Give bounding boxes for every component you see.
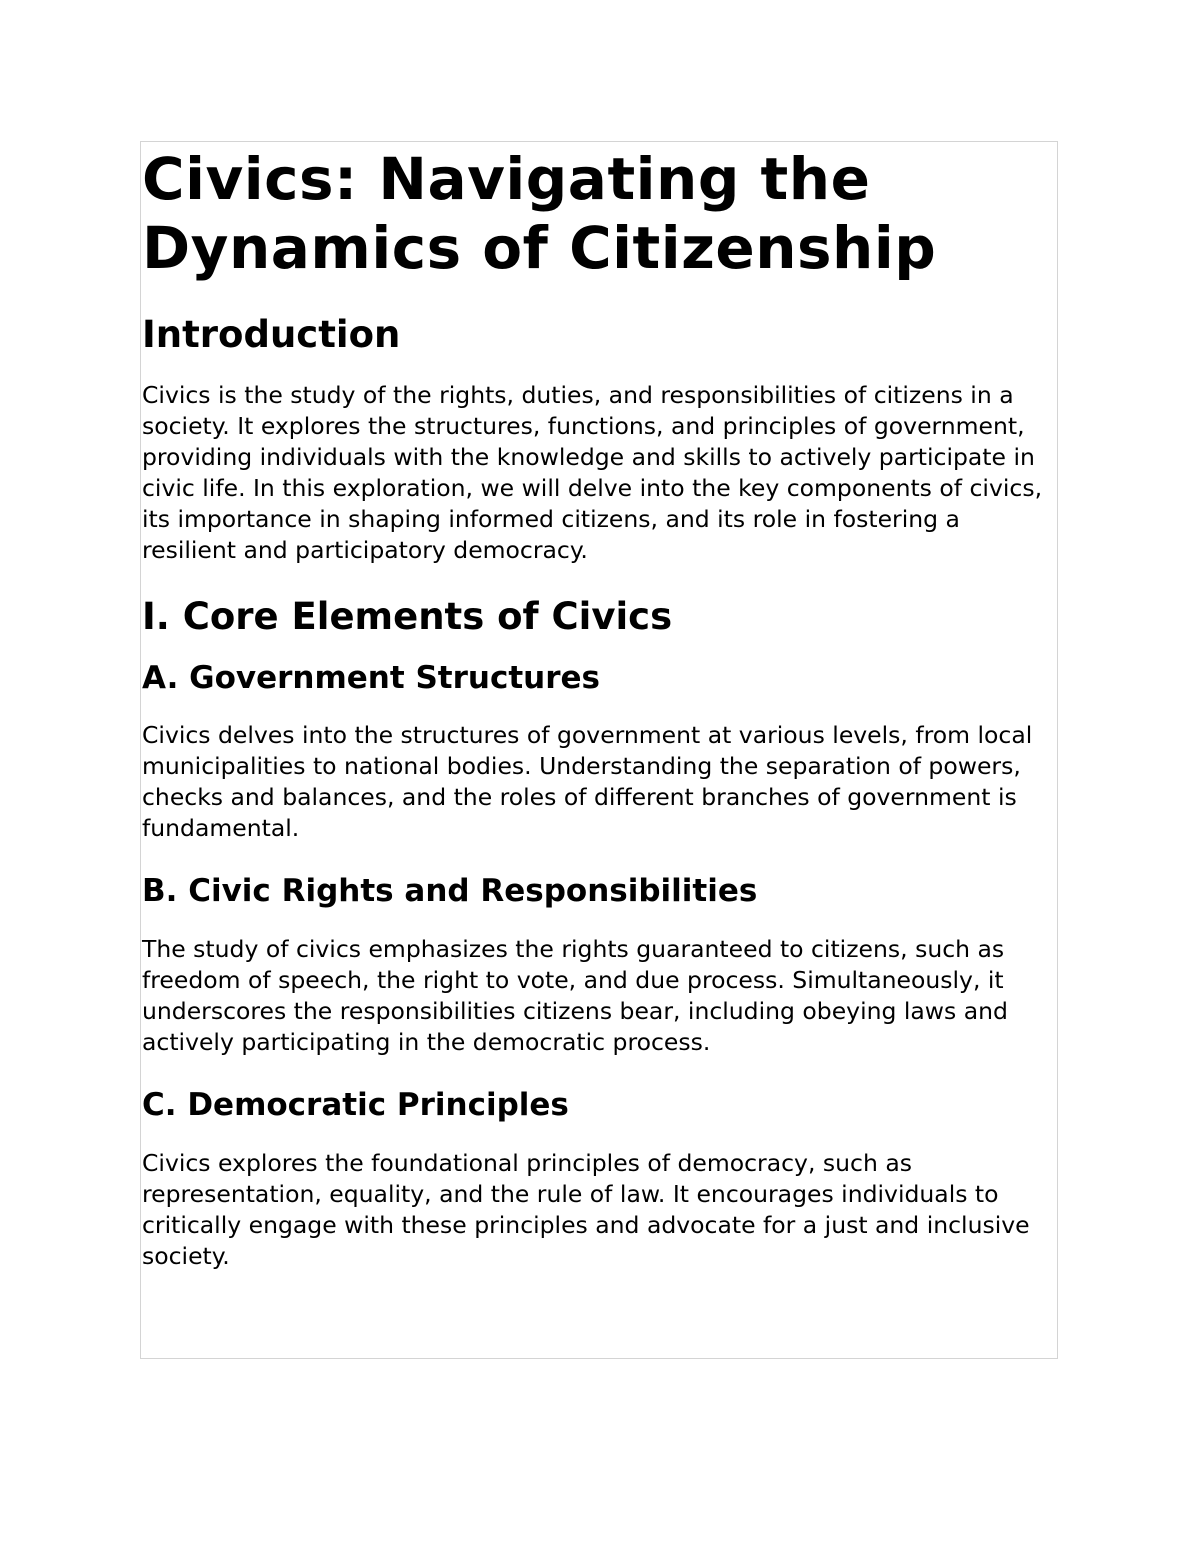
introduction-paragraph: Civics is the study of the rights, duties, and responsibilities of citizens in a society. It explores the structures, functions, and principles of government, providing individuals with the knowledge and skills to actively participate in civic life. In this exploration, we will delve into the key components of civics, its importance in shaping informed citizens, and its role in fostering a resilient and participatory democracy. bbox=[142, 381, 1043, 564]
document-body bbox=[142, 141, 1052, 1272]
subsection-paragraph-government-structures: Civics delves into the structures of government at various levels, from local municipalities to national bodies. Understanding the separation of powers, checks and balances, and the roles of different branches of government is fundamental. bbox=[142, 721, 1033, 842]
subsection-heading-government-structures: A. Government Structures bbox=[142, 660, 601, 696]
subsection-heading-civic-rights: B. Civic Rights and Responsibilities bbox=[142, 873, 758, 909]
subsection-heading-democratic-principles: C. Democratic Principles bbox=[142, 1087, 569, 1123]
introduction-heading: Introduction bbox=[142, 313, 401, 356]
subsection-paragraph-civic-rights: The study of civics emphasizes the rights guaranteed to citizens, such as freedom of speech, the right to vote, and due process. Simultaneously, it underscores the responsibilities citizens bear, including obeying laws and actively participating in the democratic process. bbox=[142, 935, 1008, 1056]
section-heading-core-elements: I. Core Elements of Civics bbox=[142, 595, 673, 638]
subsection-paragraph-democratic-principles: Civics explores the foundational principles of democracy, such as representation, equality, and the rule of law. It encourages individuals to critically engage with these principles and advocate for a just and inclusive society. bbox=[142, 1149, 1030, 1270]
document-title: Civics: Navigating the Dynamics of Citizenship bbox=[142, 145, 937, 282]
